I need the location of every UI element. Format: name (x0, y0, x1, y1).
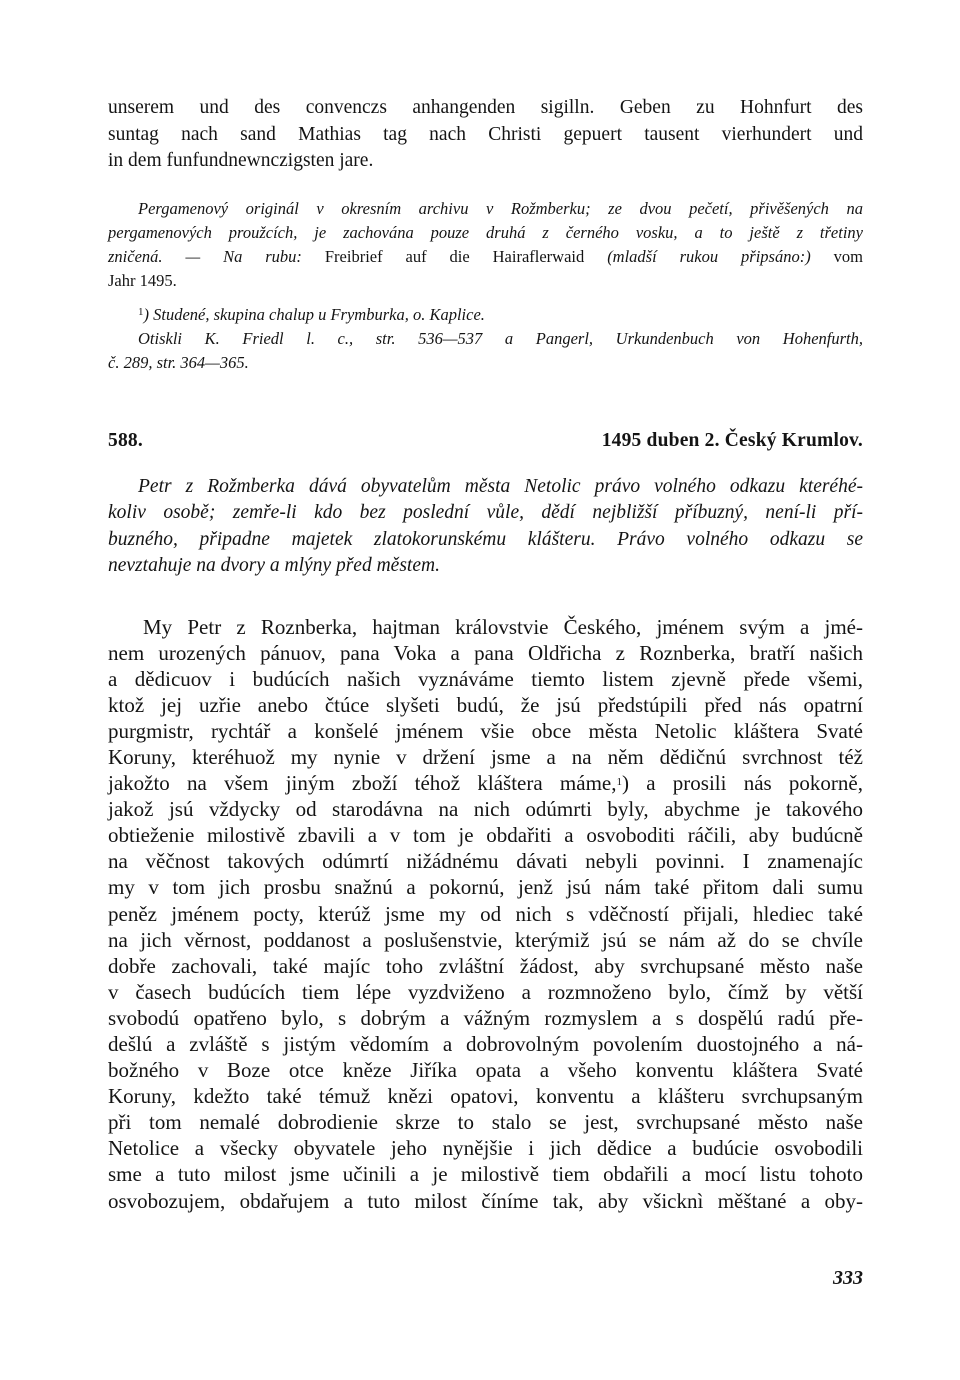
text-line: in dem funfundnewnczigsten jare. (108, 150, 374, 171)
body-line: dobře zachovali, také majíc toho zvláštní žádost, aby svrchupsané město naše (108, 953, 863, 978)
note-line: pergamenových proužcích, je zachována pouze druhá z černého vosku, a to ještě z třetiny (108, 222, 863, 242)
body-line: svobodú opatřeno bylo, s dobrým a vážným rozmyslem a s dospělú radú pře- (108, 1005, 863, 1030)
footnote (108, 303, 863, 327)
body-line: dešlú a zvláště s jistým vědomím a dobrovolným povolením duostojného a ná- (108, 1032, 863, 1056)
body-line: purgmistr, rychtář a konšelé jménem všie obce města Netolic kláštera Svaté (108, 718, 863, 743)
body-line: sme a tuto milost jsme učinili a je milostivě tiem obdařili a mocí listu tohoto (108, 1162, 863, 1187)
body-line: jakož jsú vždycky od starodávna na nich odúmrti byly, abychme je takového (108, 797, 863, 822)
body-line: osvobozujem, obdařujem a tuto milost číníme tak, aby všicknì měštané a oby- (108, 1188, 863, 1213)
body-line: a dědicuov i budúcích našich vyznáváme tiemto listem zjevně přede všemi, (108, 666, 863, 691)
note-line: Jahr 1495. (108, 270, 177, 290)
body-line: peněz jménem pocty, kterúž jsme my od nich s vděčností přijali, hlediec také (108, 901, 863, 926)
regest-line: buzného, připadne majetek zlatokorunskému klášteru. Právo volného odkazu se (108, 528, 863, 550)
text-line: suntag nach sand Mathias tag nach Christi gepuert tausent vierhundert und (108, 123, 863, 145)
body-line: Netolice a všecky obyvatele jeho nynějšie i jich dědice a budúcie osvobodili (108, 1136, 863, 1161)
source-line: Otiskli K. Friedl l. c., str. 536—537 a Pangerl, Urkundenbuch von Hohenfurth, (138, 328, 863, 348)
source-line: č. 289, str. 364—365. (108, 352, 249, 372)
body-line: Koruny, kteréhuož my nynie v držení jsme a na něm dědičnú svrchnost též (108, 744, 863, 769)
archival-note (108, 197, 863, 293)
page-number: 333 (833, 1267, 863, 1289)
document-page (108, 95, 863, 1214)
note-line: Pergamenový originál v okresním archivu v Rožmberku; ze dvou pečetí, přivěšených na (138, 198, 863, 218)
regest (108, 474, 863, 580)
body-line: nem urozených pánuov, pana Voka a pana Oldřicha z Roznberka, bratří našich (108, 640, 863, 665)
document-heading (108, 430, 863, 456)
body-line: božného v Boze otce kněze Jiříka opata a všeho konventu kláštera Svaté (108, 1058, 863, 1083)
regest-line: Petr z Rožmberka dává obyvatelům města Netolic právo volného odkazu kteréhé- (138, 475, 863, 497)
document-date-place: 1495 duben 2. Český Krumlov. (601, 429, 863, 451)
body-line: My Petr z Roznberka, hajtman královstvie Českého, jménem svým a jmé- (143, 614, 863, 639)
body-line: na věčnost takových odúmrtí nižádnému dávati nebyli povinni. I znamenajíc (108, 849, 863, 874)
body-line: na jich věrnost, poddanost a poslušenstvie, kterýmiž jsú se nám až do se chvíle (108, 927, 863, 952)
body-line: ktož jej uzřie anebo čtúce slyšeti budú, že jsú předstúpili před nás opatrní (108, 692, 863, 717)
document-body (108, 614, 863, 1214)
body-line: Koruny, kdežto také témuž knězi opatovi, konventu a klášteru svrchupsaným (108, 1084, 863, 1109)
regest-line: koliv osobě; zemře-li kdo bez poslední vůle, dědí nejbližší příbuzný, není-li pří- (108, 502, 863, 523)
body-line: při tom nemalé dobrodienie skrze to stalo se jest, svrchupsané město naše (108, 1110, 863, 1135)
continuation-paragraph (108, 95, 863, 175)
body-line: my v tom jich prosbu snažnú a pokornú, jenž jsú nám také přitom dali sumu (108, 875, 863, 900)
body-line: v časech budúcích tiem lépe vyzdviženo a rozmnoženo bylo, čímž by větší (108, 979, 863, 1004)
footnote-line: $^1$) Studené, skupina chalup u Frymburka, o. Kaplice. (138, 304, 485, 324)
regest-line: nevztahuje na dvory a mlýny před městem. (108, 555, 440, 576)
footnote-marker: 1 (616, 776, 622, 789)
body-line: jakožto na všem jiným zboží téhož kláštera máme,$^1$) a prosili nás pokorně, (108, 771, 863, 796)
footnote-marker: 1 (138, 305, 144, 318)
note-line: zničená. — Na rubu: Freibrief auf die Hairaflerwaid (mladší rukou připsáno:) vom (108, 246, 863, 266)
document-number: 588. (108, 429, 143, 451)
body-line: obtieženie milostivě zbavili a v tom je obdařiti a osvoboditi ráčili, aby budúcně (108, 823, 863, 848)
edition-source (108, 327, 863, 375)
text-line: unserem und des convenczs anhangenden sigilln. Geben zu Hohnfurt des (108, 97, 863, 118)
